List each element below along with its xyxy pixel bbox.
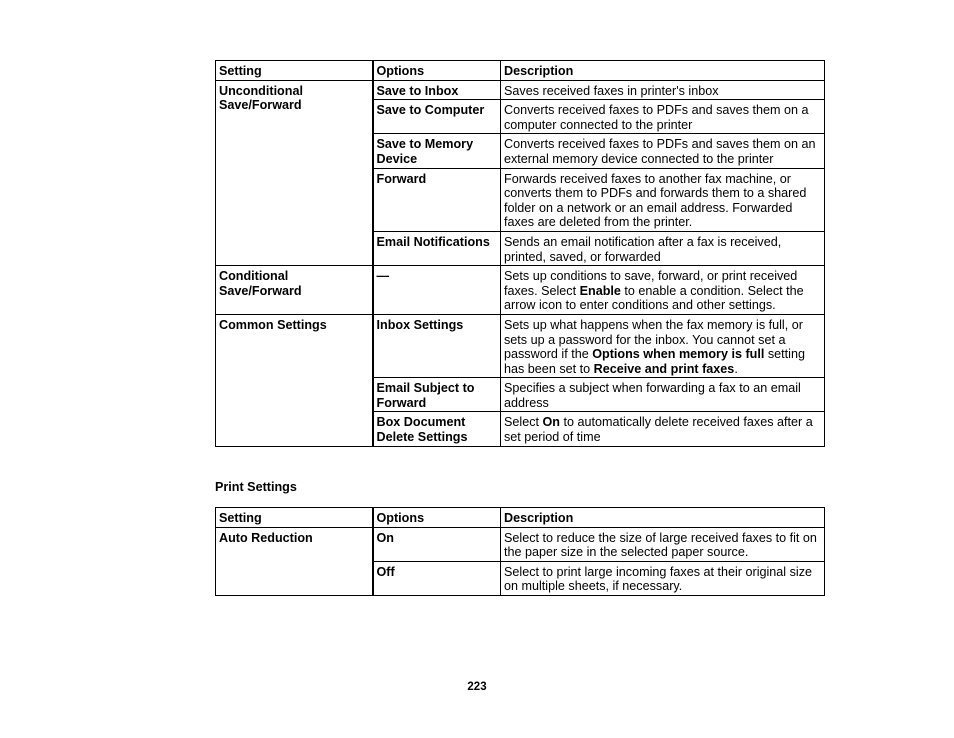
description-text: Converts received faxes to PDFs and saves them on a computer connected to the printer bbox=[504, 103, 809, 132]
description-cell bbox=[501, 80, 825, 100]
description-cell bbox=[501, 100, 825, 134]
description-cell bbox=[501, 134, 825, 168]
option-cell: Inbox Settings bbox=[373, 314, 501, 377]
description-text: Sets up what happens when the fax memory is full, or sets up a password for the inbox. You cannot set a password if the bbox=[504, 317, 803, 362]
description-cell bbox=[501, 168, 825, 231]
description-cell bbox=[501, 412, 825, 446]
description-text: Sends an email notification after a fax is received, printed, saved, or forwarded bbox=[504, 234, 782, 264]
options-header: Options bbox=[373, 508, 501, 528]
option-cell: Email Subject to Forward bbox=[373, 378, 501, 412]
setting-header: Setting bbox=[216, 508, 373, 528]
description-cell bbox=[501, 314, 825, 377]
description-text: Select to print large incoming faxes at their original size on multiple sheets, if necessary. bbox=[504, 564, 812, 594]
description-text: to automatically delete received faxes after a set period of time bbox=[504, 415, 813, 445]
description-emphasis: On bbox=[542, 415, 561, 430]
description-cell bbox=[501, 527, 825, 561]
print-settings-table-body bbox=[216, 508, 825, 596]
description-text: setting has been set to bbox=[504, 347, 805, 376]
option-cell: — bbox=[373, 266, 501, 315]
description-text: Converts received faxes to PDFs and saves them on an external memory device connected to the printer bbox=[504, 137, 816, 166]
description-text: Sets up conditions to save, forward, or print received faxes. Select bbox=[504, 269, 798, 298]
description-cell bbox=[501, 378, 825, 412]
description-cell bbox=[501, 231, 825, 265]
description-text: Specifies a subject when forwarding a fax to an email address bbox=[504, 381, 801, 410]
print-settings-heading: Print Settings bbox=[215, 480, 297, 494]
option-cell: Save to Computer bbox=[373, 100, 501, 134]
table-row bbox=[216, 266, 825, 315]
setting-cell: Unconditional Save/Forward bbox=[216, 80, 373, 266]
option-cell: Box Document Delete Settings bbox=[373, 412, 501, 446]
description-text: Saves received faxes in printer's inbox bbox=[504, 83, 719, 98]
setting-cell: Common Settings bbox=[216, 314, 373, 446]
description-cell bbox=[501, 561, 825, 595]
option-cell: Forward bbox=[373, 168, 501, 231]
description-text: . bbox=[734, 361, 738, 376]
description-header: Description bbox=[501, 61, 825, 81]
header-row bbox=[216, 508, 825, 528]
option-cell: On bbox=[373, 527, 501, 561]
description-header: Description bbox=[501, 508, 825, 528]
description-emphasis: Enable bbox=[579, 283, 621, 298]
table-row bbox=[216, 527, 825, 561]
options-header: Options bbox=[373, 61, 501, 81]
fax-settings-table bbox=[215, 60, 825, 447]
description-emphasis: Options when memory is full bbox=[592, 347, 765, 362]
option-cell: Email Notifications bbox=[373, 231, 501, 265]
description-text: to enable a condition. Select the arrow icon to enter conditions and other settings. bbox=[504, 283, 804, 313]
header-row bbox=[216, 61, 825, 81]
option-cell: Off bbox=[373, 561, 501, 595]
setting-cell: Conditional Save/Forward bbox=[216, 266, 373, 315]
description-text: Select to reduce the size of large received faxes to fit on the paper size in the selected paper source. bbox=[504, 530, 817, 560]
description-text: Forwards received faxes to another fax machine, or converts them to PDFs and forwards them to a shared folder on a network or an email address. Forwarded faxes are deleted from the printer. bbox=[504, 171, 807, 230]
print-settings-table bbox=[215, 507, 825, 596]
description-text: Select bbox=[504, 415, 543, 430]
description-cell bbox=[501, 266, 825, 315]
option-cell: Save to Memory Device bbox=[373, 134, 501, 168]
setting-cell: Auto Reduction bbox=[216, 527, 373, 595]
setting-header: Setting bbox=[216, 61, 373, 81]
description-emphasis: Receive and print faxes bbox=[593, 361, 735, 376]
fax-settings-table-body bbox=[216, 61, 825, 447]
table-row bbox=[216, 314, 825, 377]
table-row bbox=[216, 80, 825, 100]
page-number: 223 bbox=[467, 681, 487, 693]
option-cell: Save to Inbox bbox=[373, 80, 501, 100]
